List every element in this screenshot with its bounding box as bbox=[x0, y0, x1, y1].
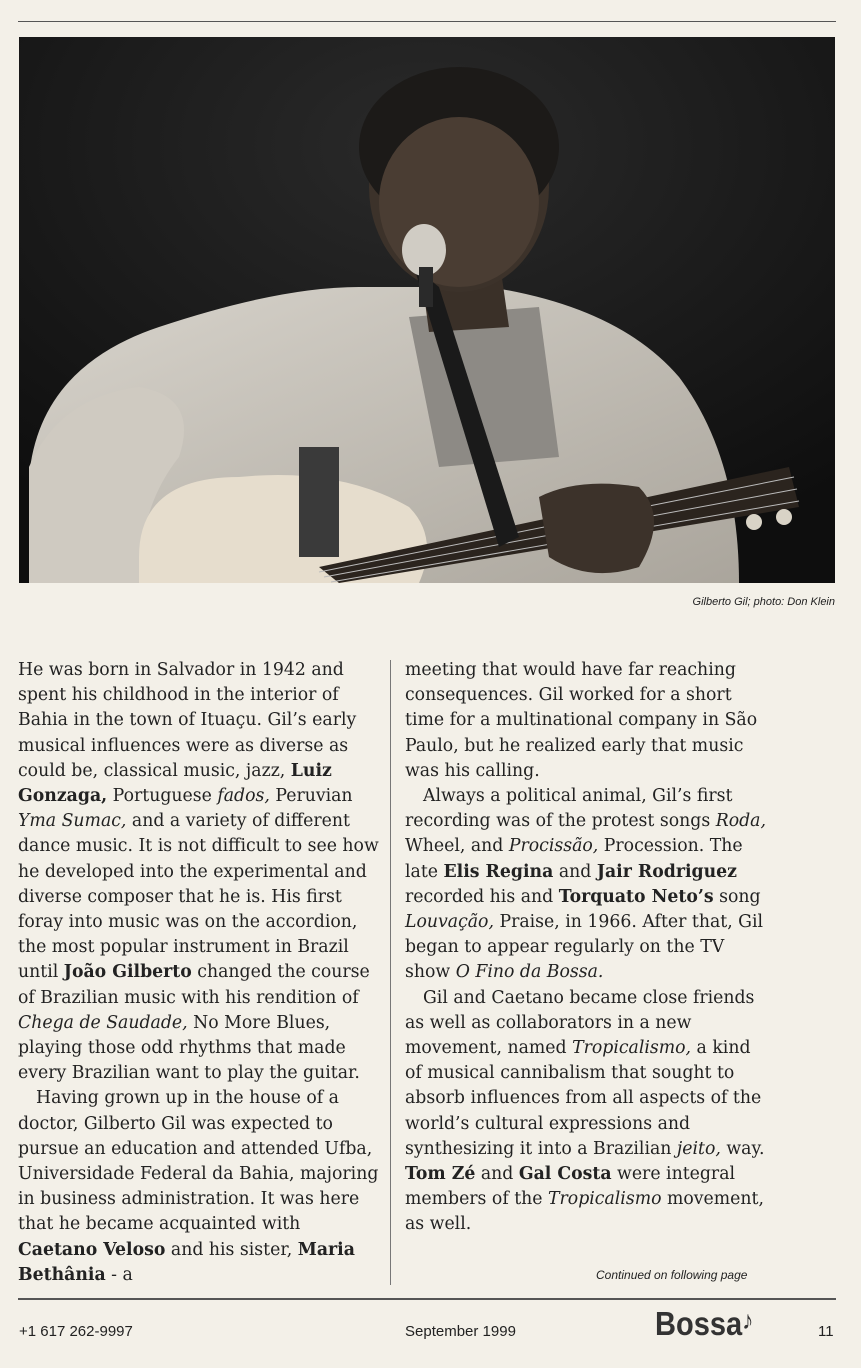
footer-rule bbox=[18, 1298, 836, 1300]
footer-date: September 1999 bbox=[405, 1323, 516, 1340]
text-run: Wheel, and bbox=[405, 836, 509, 857]
paragraph bbox=[405, 784, 770, 986]
text-run: and bbox=[475, 1164, 519, 1185]
continued-note: Continued on following page bbox=[596, 1268, 748, 1282]
text-run: song bbox=[713, 886, 761, 907]
italic-title: Chega de Saudade, bbox=[18, 1012, 188, 1033]
italic-title: Procissão, bbox=[508, 836, 599, 857]
text-run: and a variety of different dance music. It is not difficult to see how he developed into the experimental and diverse composer that he is. His first foray into music was on the accordion, the most popular instrument in Brazil until bbox=[18, 811, 379, 983]
text-run: Peruvian bbox=[269, 786, 353, 807]
bold-name: Gal Costa bbox=[518, 1164, 612, 1185]
article-column-1 bbox=[18, 658, 382, 1288]
text-run: Always a political animal, Gil’s first recording was of the protest songs bbox=[405, 786, 733, 832]
italic-title: Tropicalismo bbox=[548, 1189, 662, 1210]
text-run: Portuguese bbox=[107, 786, 218, 807]
text-run: He was born in Salvador in 1942 and spent his childhood in the interior of Bahia in the town of Ituaçu. Gil’s early musical influences were as diverse as could be, classical music, jazz, bbox=[18, 660, 357, 781]
italic-title: Roda, bbox=[715, 811, 766, 832]
bossa-logo bbox=[655, 1305, 754, 1343]
text-run: recorded his and bbox=[405, 886, 559, 907]
top-rule bbox=[18, 21, 836, 22]
bold-name: Jair Rodriguez bbox=[596, 861, 737, 882]
footer-phone: +1 617 262-9997 bbox=[19, 1323, 133, 1340]
text-run: Having grown up in the house of a doctor, Gilberto Gil was expected to pursue an education and attended Ufba, Universidade Federal da Bahia, majoring in business administration. It was here that he became acquainted with bbox=[18, 1088, 379, 1235]
paragraph bbox=[405, 658, 770, 784]
music-note-icon: ♪ bbox=[742, 1305, 754, 1335]
text-run: meeting that would have far reaching consequences. Gil worked for a short time for a multinational company in São Paulo, but he realized early that music was his calling. bbox=[405, 660, 758, 781]
paragraph bbox=[18, 658, 382, 1086]
italic-title: Yma Sumac, bbox=[18, 811, 127, 832]
bold-name: Maria Bethânia bbox=[18, 1239, 355, 1285]
bossa-logo-text: Bossa bbox=[655, 1305, 743, 1342]
paragraph bbox=[18, 1086, 382, 1288]
column-divider bbox=[390, 660, 391, 1285]
article-photo bbox=[19, 37, 835, 583]
text-run: way. bbox=[720, 1138, 765, 1159]
guitarist-photo bbox=[19, 37, 835, 583]
page-number: 11 bbox=[818, 1323, 834, 1340]
italic-title: fados, bbox=[217, 786, 270, 807]
article-column-2 bbox=[405, 658, 770, 1238]
text-run: Praise, in 1966. After that, Gil began to appear regularly on the TV show bbox=[405, 912, 764, 983]
bold-name: Luiz Gonzaga, bbox=[18, 760, 332, 807]
text-run: No More Blues, playing those odd rhythms that made every Brazilian want to play the guitar. bbox=[18, 1012, 360, 1084]
photo-caption: Gilberto Gil; photo: Don Klein bbox=[692, 596, 835, 608]
bold-name: Elis Regina bbox=[443, 861, 554, 882]
bold-name: Tom Zé bbox=[405, 1164, 476, 1185]
paragraph bbox=[405, 986, 770, 1238]
text-run: Procession. The late bbox=[405, 836, 743, 882]
text-run: were integral members of the bbox=[405, 1164, 736, 1210]
text-run: changed the course of Brazilian music with his rendition of bbox=[18, 962, 370, 1008]
text-run: and his sister, bbox=[165, 1239, 298, 1260]
italic-title: Tropicalismo, bbox=[572, 1038, 692, 1059]
italic-title: O Fino da Bossa. bbox=[455, 962, 604, 983]
italic-title: jeito, bbox=[676, 1138, 721, 1159]
bold-name: João Gilberto bbox=[63, 962, 192, 983]
text-run: Gil and Caetano became close friends as well as collaborators in a new movement, named bbox=[405, 987, 755, 1059]
text-run: movement, as well. bbox=[405, 1189, 764, 1235]
italic-title: Louvação, bbox=[405, 912, 494, 933]
bold-name: Torquato Neto’s bbox=[558, 886, 714, 907]
text-run: and bbox=[553, 861, 597, 882]
text-run: - a bbox=[105, 1264, 133, 1285]
bold-name: Caetano Veloso bbox=[18, 1239, 166, 1260]
text-run: a kind of musical cannibalism that sought to absorb influences from all aspects of the world’s cultural expressions and synthesizing it into a Brazilian bbox=[405, 1038, 762, 1159]
